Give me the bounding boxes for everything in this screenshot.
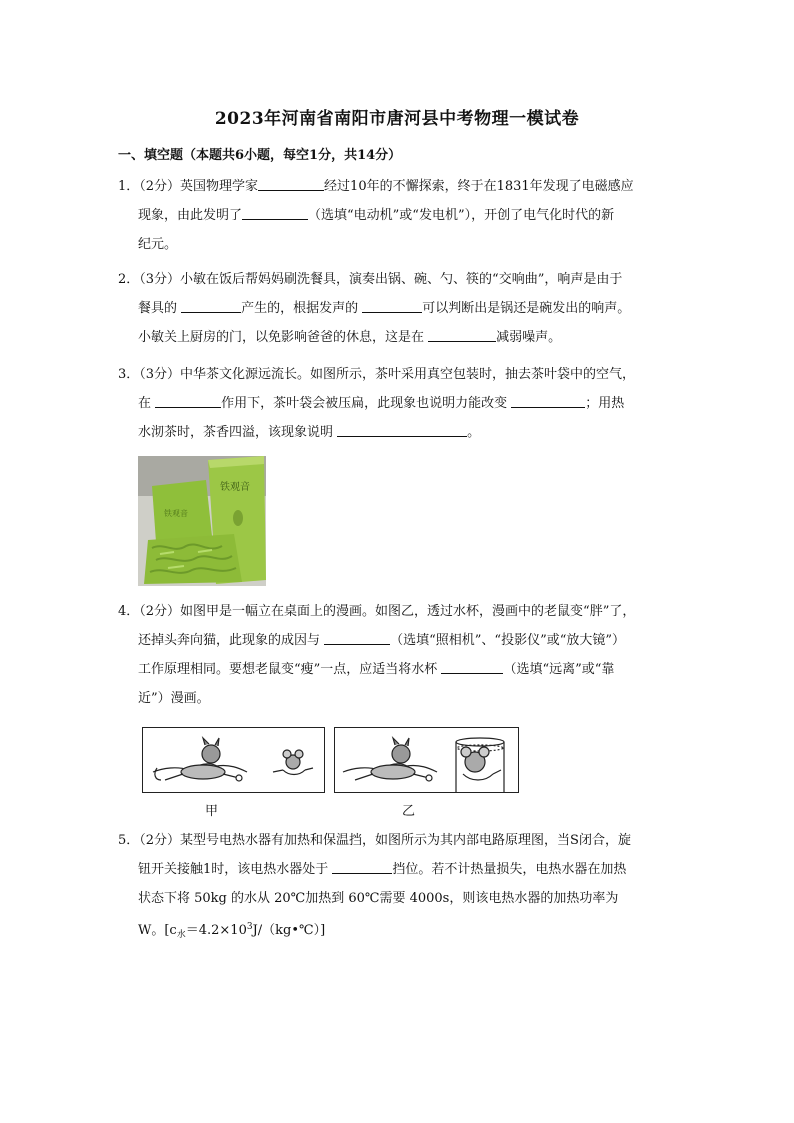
q4-text-f: 近”）漫画。	[138, 691, 210, 706]
q5-text-e3: J/（kg•℃）]	[252, 923, 326, 938]
question-3	[118, 360, 688, 447]
q1-blank-1[interactable]	[258, 176, 324, 191]
q3-text-c: 作用下，茶叶袋会被压扁，此现象也说明力能改变	[221, 396, 512, 411]
q3-blank-2[interactable]	[511, 393, 585, 408]
cartoon-jia	[142, 727, 325, 793]
cartoon-yi	[334, 727, 519, 793]
q5-text-d: 状态下将 50kg 的水从 20℃加热到 60℃需要 4000s，则该电热水器的加热功率为	[138, 891, 619, 906]
q5-text-a: 5．（2分）某型号电热水器有加热和保温挡，如图所示为其内部电路原理图，当S闭合，旋	[118, 833, 631, 848]
q5-text-e2: ＝4.2×10	[185, 923, 247, 938]
q1-text-b: 经过10年的不懈探索，终于在1831年发现了电磁感应	[324, 179, 634, 194]
q4-text-a: 4．（2分）如图甲是一幅立在桌面上的漫画。如图乙，透过水杯，漫画中的老鼠变“胖”了，	[118, 604, 636, 619]
q3-text-e: 水沏茶时，茶香四溢，该现象说明	[138, 425, 338, 440]
q2-text-a: 2．（3分）小敏在饭后帮妈妈刷洗餐具，演奏出锅、碗、勺、筷的“交响曲”，响声是由于	[118, 272, 623, 287]
question-5	[118, 826, 688, 950]
q3-text-f: 。	[467, 425, 481, 440]
q4-blank-2[interactable]	[441, 659, 503, 674]
caption-yi: 乙	[402, 804, 416, 819]
q1-blank-2[interactable]	[242, 205, 308, 220]
q1-text-a: 1．（2分）英国物理学家	[118, 179, 259, 194]
cat-figure	[153, 738, 247, 781]
tea-package-photo	[138, 456, 266, 586]
q2-text-e: 小敏关上厨房的门，以免影响爸爸的休息，这是在	[138, 330, 429, 345]
mouse-figure	[273, 750, 313, 775]
q4-text-c: （选填“照相机”、“投影仪”或“放大镜”）	[390, 633, 626, 648]
svg-text:铁观音: 铁观音	[164, 509, 188, 518]
q4-text-b: 还掉头奔向猫，此现象的成因与	[138, 633, 325, 648]
q5-text-e1: W。[c	[138, 923, 177, 938]
tea-bag-label	[220, 480, 250, 493]
q3-blank-1[interactable]	[155, 393, 221, 408]
caption-jia: 甲	[205, 804, 219, 819]
q3-text-d: ；用热	[585, 396, 625, 411]
paper-title: 2023年河南省南阳市唐河县中考物理一模试卷	[214, 109, 580, 129]
q2-blank-3[interactable]	[428, 327, 496, 342]
q2-text-f: 减弱噪声。	[496, 330, 562, 345]
q3-blank-3[interactable]	[337, 422, 467, 437]
q1-text-d: （选填“电动机”或“发电机”），开创了电气化时代的新	[308, 208, 615, 223]
magnified-mouse-figure	[461, 747, 501, 780]
question-1	[118, 172, 688, 259]
q4-text-e: （选填“远离”或“靠	[503, 662, 615, 677]
q1-text-e: 纪元。	[138, 237, 178, 252]
q3-text-a: 3．（3分）中华茶文化源远流长。如图所示，茶叶采用真空包装时，抽去茶叶袋中的空气，	[118, 367, 636, 382]
q1-text-c: 现象，由此发明了	[138, 208, 243, 223]
question-4	[118, 597, 688, 713]
q5-text-b: 钮开关接触1时，该电热水器处于	[138, 862, 333, 877]
q2-blank-1[interactable]	[181, 298, 241, 313]
section-heading: 一、填空题（本题共6小题，每空1分，共14分）	[118, 148, 402, 163]
q2-text-b: 餐具的	[138, 301, 182, 316]
q4-blank-1[interactable]	[324, 630, 390, 645]
q3-text-b: 在	[138, 396, 156, 411]
svg-text:铁观音: 铁观音	[220, 482, 250, 493]
q5-subscript-water: 水	[176, 930, 186, 940]
q4-text-d: 工作原理相同。要想老鼠变“瘦”一点，应适当将水杯	[138, 662, 442, 677]
q5-blank-1[interactable]	[332, 859, 392, 874]
cat-figure	[343, 738, 437, 781]
q2-blank-2[interactable]	[362, 298, 422, 313]
q5-superscript: 3	[246, 922, 253, 932]
q5-text-c: 挡位。若不计热量损失，电热水器在加热	[392, 862, 627, 877]
question-2	[118, 265, 688, 352]
q2-text-c: 产生的，根据发声的	[241, 301, 363, 316]
q2-text-d: 可以判断出是锅还是碗发出的响声。	[422, 301, 631, 316]
